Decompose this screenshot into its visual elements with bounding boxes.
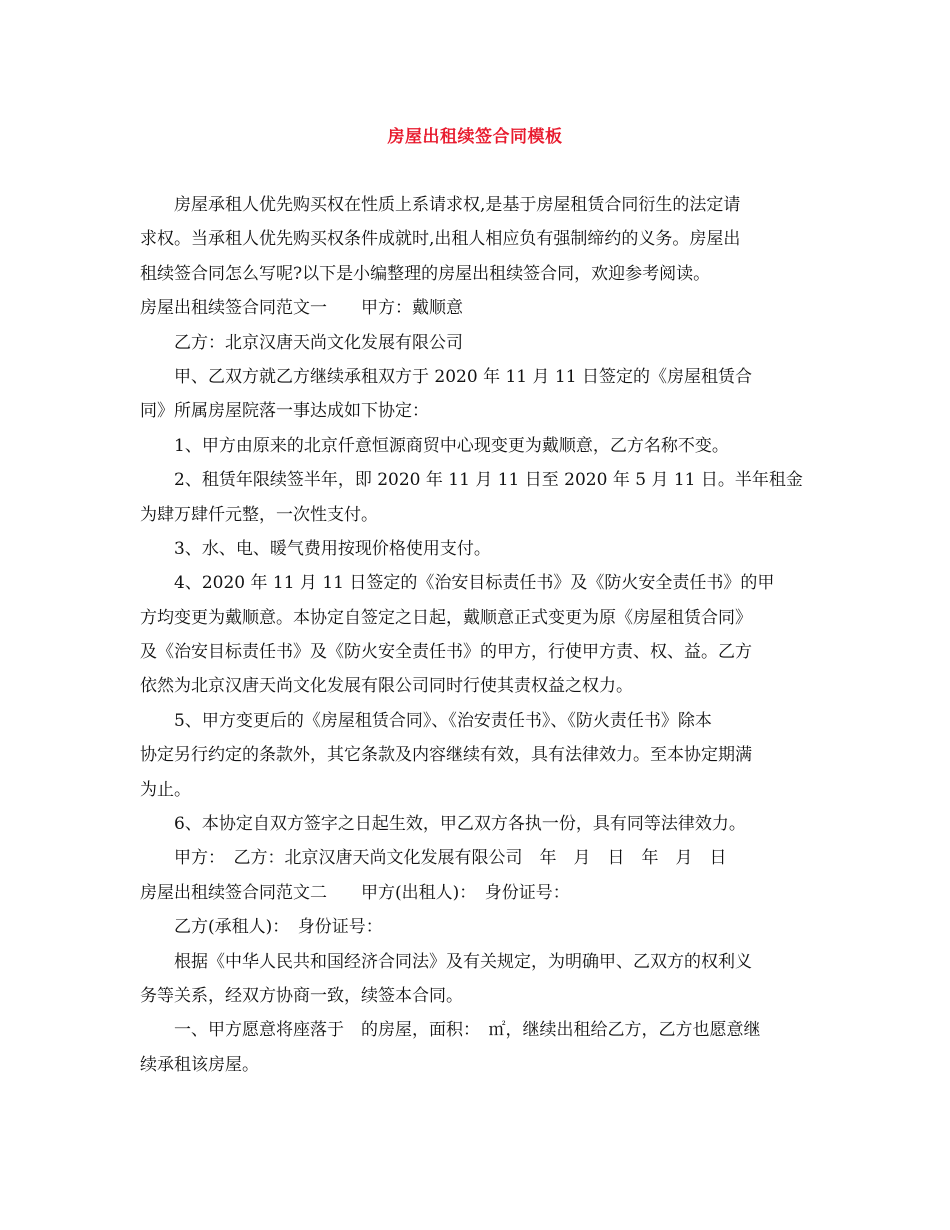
body-line: 1、甲方由原来的北京仟意恒源商贸中心现变更为戴顺意，乙方名称不变。 <box>140 435 729 456</box>
body-line: 一、甲方愿意将座落于 的房屋，面积： ㎡，继续出租给乙方，乙方也愿意继 <box>140 1020 761 1041</box>
body-line: 务等关系，经双方协商一致，续签本合同。 <box>140 985 463 1006</box>
body-line: 根据《中华人民共和国经济合同法》及有关规定，为明确甲、乙双方的权利义 <box>140 951 752 972</box>
body-line: 租续签合同怎么写呢?以下是小编整理的房屋出租续签合同，欢迎参考阅读。 <box>140 263 711 284</box>
body-line: 4、2020 年 11 月 11 日签定的《治安目标责任书》及《防火安全责任书》的甲 <box>140 573 775 594</box>
body-line: 3、水、电、暖气费用按现价格使用支付。 <box>140 538 491 559</box>
body-line: 乙方：北京汉唐天尚文化发展有限公司 <box>140 332 463 353</box>
body-line: 方均变更为戴顺意。本协定自签定之日起，戴顺意正式变更为原《房屋租赁合同》 <box>140 607 752 628</box>
body-line: 甲、乙双方就乙方继续承租双方于 2020 年 11 月 11 日签定的《房屋租赁合 <box>140 366 752 387</box>
body-line: 房屋出租续签合同范文一 甲方：戴顺意 <box>140 298 463 319</box>
body-line: 求权。当承租人优先购买权条件成就时,出租人相应负有强制缔约的义务。房屋出 <box>140 229 741 250</box>
body-line: 同》所属房屋院落一事达成如下协定： <box>140 401 429 422</box>
body-line: 5、甲方变更后的《房屋租赁合同》、《治安责任书》、《防火责任书》除本 <box>140 710 712 731</box>
body-line: 续承租该房屋。 <box>140 1054 259 1075</box>
body-line: 及《治安目标责任书》及《防火安全责任书》的甲方，行使甲方责、权、益。乙方 <box>140 642 752 663</box>
body-line: 房屋出租续签合同范文二 甲方(出租人)： 身份证号： <box>140 882 570 903</box>
body-line: 2、租赁年限续签半年，即 2020 年 11 月 11 日至 2020 年 5 月 11 日。半年租金 <box>140 470 803 491</box>
body-line: 6、本协定自双方签字之日起生效，甲乙双方各执一份，具有同等法律效力。 <box>140 814 746 835</box>
body-line: 协定另行约定的条款外，其它条款及内容继续有效，具有法律效力。至本协定期满 <box>140 745 752 766</box>
body-line: 甲方： 乙方：北京汉唐天尚文化发展有限公司 年 月 日 年 月 日 <box>140 848 727 869</box>
body-line: 乙方(承租人)： 身份证号： <box>140 917 383 938</box>
body-line: 为止。 <box>140 779 191 800</box>
document-body <box>140 188 812 1082</box>
body-line: 为肆万肆仟元整，一次性支付。 <box>140 504 378 525</box>
body-line: 依然为北京汉唐天尚文化发展有限公司同时行使其责权益之权力。 <box>140 676 633 697</box>
body-line: 房屋承租人优先购买权在性质上系请求权,是基于房屋租赁合同衍生的法定请 <box>140 195 741 215</box>
document-title: 房屋出租续签合同模板 <box>387 127 563 147</box>
